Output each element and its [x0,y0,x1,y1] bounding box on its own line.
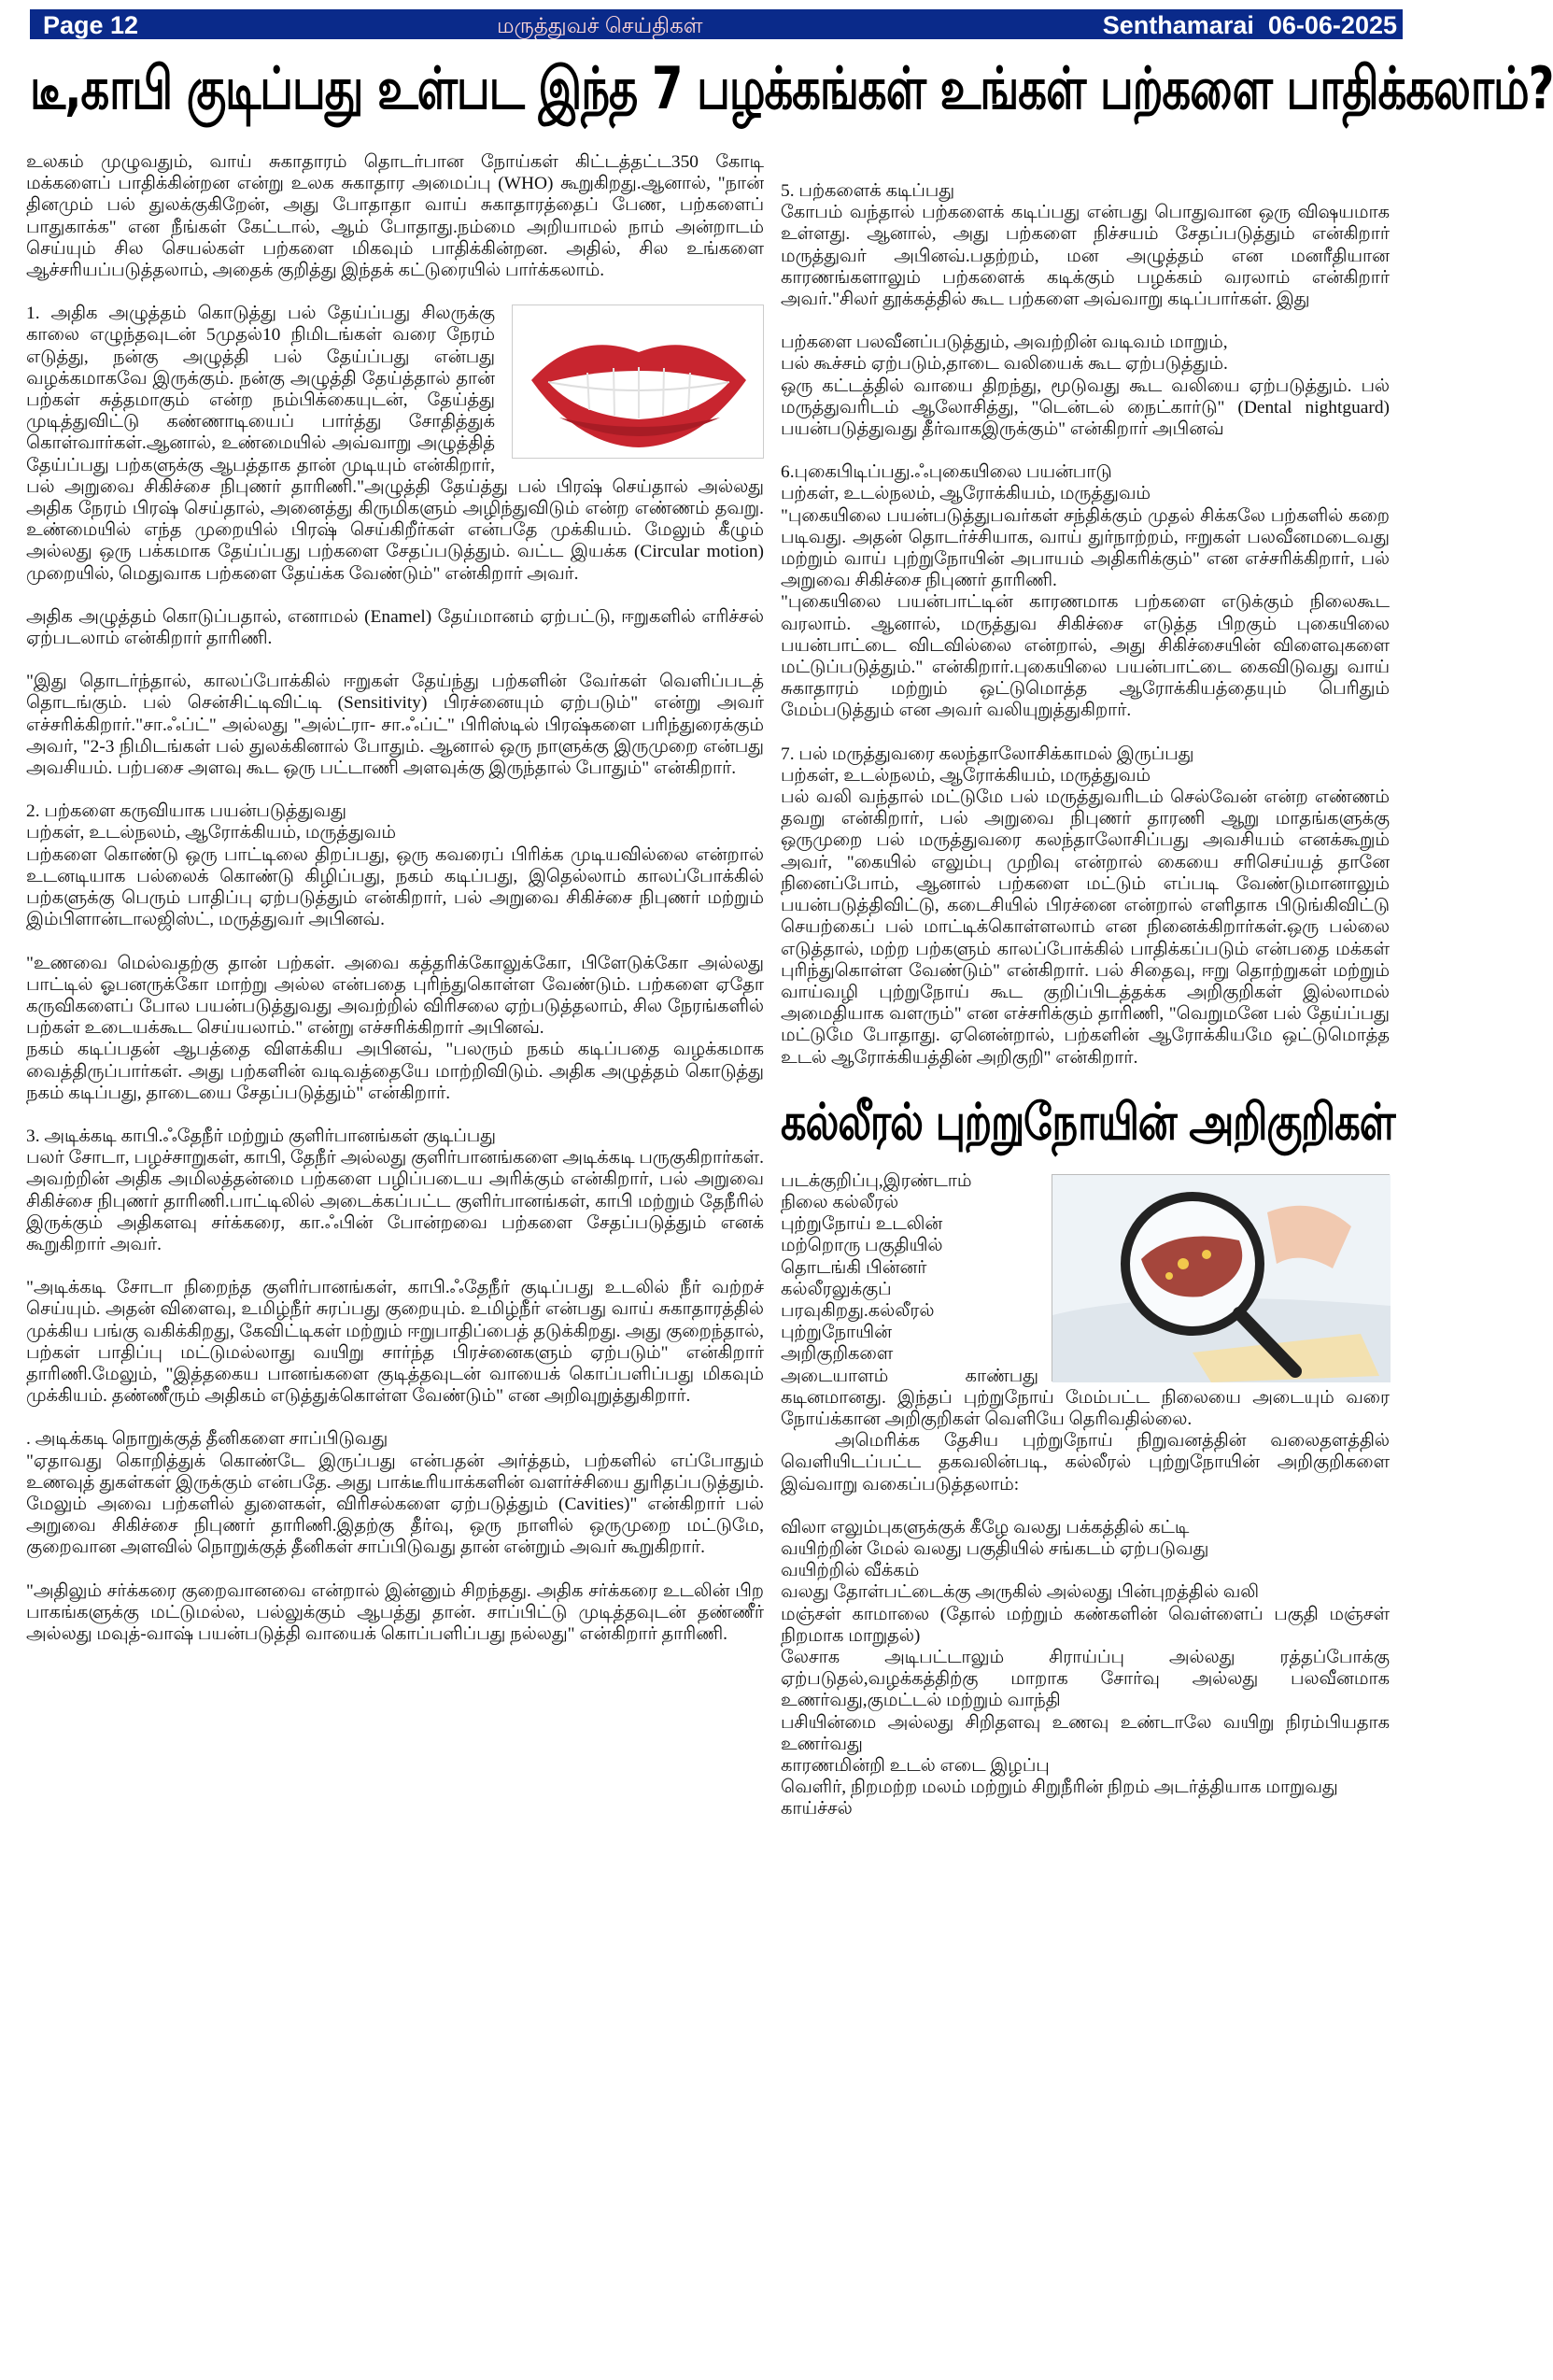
smile-teeth-image [512,305,764,459]
paragraph: 6.புகைபிடிப்பது.ஃபுகையிலை பயன்பாடு பற்கள், உடல்நலம், ஆரோக்கியம், மருத்துவம் "புகையிலை பயன்படுத்துபவர்கள் சந்திக்கும் முதல் சிக்கலே பற்களில் கறை படிவது. அதன் தொடர்ச்சியாக, வாய் துர்நாற்றம், ஈறுகள் பலவீனமடைவது மற்றும் வாய் புற்றுநோயின் அபாயம் அதிகரிக்கும்" என எச்சரிக்கிறார், பல் அறுவை சிகிச்சை நிபுணர் தாரிணி. "புகையிலை பயன்பாட்டின் காரணமாக பற்களை எடுக்கும் நிலைகூட வரலாம். ஆனால், மருத்துவ சிகிச்சை எடுத்த பிறகும் புகையிலை பயன்பாட்டை விடவில்லை என்றால், அது சிகிச்சையின் விளைவுகளை மட்டுப்படுத்தும்." என்கிறார்.புகையிலை பயன்பாட்டை கைவிடுவது வாய் சுகாதாரம் மற்றும் ஒட்டுமொத்த ஆரோக்கியத்தையும் பெரிதும் மேம்படுத்தும் என அவர் வலியுறுத்துகிறார். [781,462,1390,721]
paragraph: 2. பற்களை கருவியாக பயன்படுத்துவது பற்கள், உடல்நலம், ஆரோக்கியம், மருத்துவம் பற்களை கொண்டு ஒரு பாட்டிலை திறப்பது, ஒரு கவரைப் பிரிக்க முடியவில்லை என்றால் உடனடியாக பல்லைக் கொண்டு கிழிப்பது, நகம் கடிப்பது, இதெல்லாம் காலப்போக்கில் பற்களுக்கு பெரும் பாதிப்பு ஏற்படுத்தும் என்கிறார், பல் அறுவை சிகிச்சை நிபுணர் மற்றும் இம்பிளான்டாலஜிஸ்ட், மருத்துவர் அபினவ். [26,801,764,930]
page-number: Page 12 [43,11,139,39]
left-column [26,151,764,1666]
publication-date [1103,11,1397,40]
liver-magnifier-image [1052,1174,1390,1381]
paragraph: . அடிக்கடி நொறுக்குத் தீனிகளை சாப்பிடுவது "ஏதாவது கொறித்துக் கொண்டே இருப்பது என்பதன் அர்த்தம், பற்களில் எப்போதும் உணவுத் துகள்கள் இருக்கும் என்பதே. அது பாக்டீரியாக்களின் வளர்ச்சியை துரிதப்படுத்தும். மேலும் அவை பற்களில் துளைகள், விரிசல்களை ஏற்படுத்தும் (Cavities)" என்கிறார் பல் அறுவை சிகிச்சை நிபுணர் தாரிணி.இதற்கு தீர்வு, ஒரு நாளில் ஒருமுறை மட்டுமே, குறைவான அளவில் நொறுக்குத் தீனிகள் சாப்பிடுவது தான் என்றும் அவர் கூறுகிறார். [26,1429,764,1558]
paragraph: "இது தொடர்ந்தால், காலப்போக்கில் ஈறுகள் தேய்ந்து பற்களின் வேர்கள் வெளிப்படத் தொடங்கும். பல் சென்சிட்டிவிட்டி (Sensitivity) பிரச்னையும் ஏற்படும்" என்று அவர் எச்சரிக்கிறார்."சா.ஃப்ட்" அல்லது "அல்ட்ரா- சா.ஃப்ட்" பிரிஸ்டில் பிரஷ்களை பரிந்துரைக்கும் அவர், "2-3 நிமிடங்கள் பல் துலக்கினால் போதும். ஆனால் ஒரு நாளுக்கு இருமுறை என்பது அவசியம். பற்பசை அளவு கூட ஒரு பட்டாணி அளவுக்கு இருந்தால் போதும்" என்கிறார். [26,672,764,779]
caption-line: மற்றொரு பகுதியில் [781,1236,943,1256]
list-item: வலது தோள்பட்டைக்கு அருகில் அல்லது பின்புறத்தில் வலி [781,1582,1259,1603]
caption-line: புற்றுநோய் உடலின் [781,1214,943,1235]
caption-line: அறிகுறிகளை [781,1344,894,1365]
list-item: விலா எலும்புகளுக்குக் கீழே வலது பக்கத்தில் கட்டி [781,1517,1190,1537]
list-item: காரணமின்றி உடல் எடை இழப்பு [781,1756,1050,1776]
paragraph: பற்களை பலவீனப்படுத்தும், அவற்றின் வடிவம் மாறும், பல் கூச்சம் ஏற்படும்,தாடை வலியைக் கூட ஏற்படுத்தும். ஒரு கட்டத்தில் வாயை திறந்து, மூடுவது கூட வலியை ஏற்படுத்தும். பல் மருத்துவரிடம் ஆலோசித்து, "டென்டல் நைட்கார்டு" (Dental nightguard) பயன்படுத்துவது தீர்வாகஇருக்கும்" என்கிறார் அபினவ் [781,333,1390,440]
list-item: பசியின்மை அல்லது சிறிதளவு உணவு உண்டாலே வயிறு நிரம்பியதாக உணர்வது [781,1712,1390,1754]
issue-date: 06-06-2025 [1267,11,1397,39]
paragraph: அதிக அழுத்தம் கொடுப்பதால், எனாமல் (Enamel) தேய்மானம் ஏற்பட்டு, ஈறுகளில் எரிச்சல் ஏற்படலாம் என்கிறார் தாரிணி. [26,606,764,649]
paragraph: 3. அடிக்கடி காபி.ஃதேநீர் மற்றும் குளிர்பானங்கள் குடிப்பது பலர் சோடா, பழச்சாறுகள், காபி, தேநீர் அல்லது குளிர்பானங்களை அடிக்கடி பருகுகிறார்கள். அவற்றின் அதிக அமிலத்தன்மை பற்களை பழிப்படைய அரிக்கும் என்கிறார், பல் அறுவை சிகிச்சை நிபுணர் தாரிணி.பாட்டிலில் அடைக்கப்பட்ட குளிர்பானங்கள், காபி மற்றும் தேநீரில் இருக்கும் அதிகளவு சர்க்கரை, கா.ஃபின் போன்றவை பற்களை சேதப்படுத்தும் எனக் கூறுகிறார் அவர். [26,1126,764,1254]
caption-line: நிலை கல்லீரல் [781,1192,899,1212]
caption-line: புற்றுநோயின் [781,1323,892,1343]
list-item: மஞ்சள் காமாலை (தோல் மற்றும் கண்களின் வெள்ளைப் பகுதி மஞ்சள் நிறமாக மாறுதல்) [781,1604,1390,1646]
caption-line: பரவுகிறது.கல்லீரல் [781,1300,935,1321]
caption-line: தொடங்கி பின்னர் [781,1257,927,1278]
paragraph: 5. பற்களைக் கடிப்பது கோபம் வந்தால் பற்களைக் கடிப்பது என்பது பொதுவான ஒரு விஷயமாக உள்ளது. ஆனால், அது பற்களை நிச்சயம் சேதப்படுத்தும் என்கிறார் மருத்துவர் அபினவ்.பதற்றம், மன அழுத்தம் என மனரீதியான காரணங்களாலும் பற்களைக் கடிக்கும் பழக்கம் வரலாம் என்கிறார் அவர்."சிலர் தூக்கத்தில் கூட பற்களை அவ்வாறு கடிப்பார்கள். இது [781,181,1390,310]
paragraph: 7. பல் மருத்துவரை கலந்தாலோசிக்காமல் இருப்பது பற்கள், உடல்நலம், ஆரோக்கியம், மருத்துவம் பல் வலி வந்தால் மட்டுமே பல் மருத்துவரிடம் செல்வேன் என்ற எண்ணம் தவறு என்கிறார், பல் அறுவை நிபுணர் தாரணி ஆறு மாதங்களுக்கு ஒருமுறை பல் மருத்துவரை கலந்தாலோசிப்பது அவசியம் எனக்கூறும் அவர், "கையில் எலும்பு முறிவு என்றால் கையை சரிசெய்யத் தானே நினைப்போம், ஆனால் பற்களை மட்டும் எப்படி வேண்டுமானாலும் பயன்படுத்திவிட்டு, கடைசியில் பிரச்னை என்றால் எளிதாக பிடுங்கிவிட்டு செயற்கைப் பல் மாட்டிக்கொள்ளலாம் என நினைக்கிறார்கள்.ஒரு பல்லை எடுத்தால், மற்ற பற்களும் காலப்போக்கில் பாதிக்கப்படும் என்பதை மக்கள் புரிந்துகொள்ள வேண்டும்" என்கிறார். பல் சிதைவு, ஈறு தொற்றுகள் மற்றும் வாய்வழி புற்றுநோய் கூட குறிப்பிடத்தக்க அறிகுறிகள் இல்லாமல் அமைதியாக வளரும்" என எச்சரிக்கும் தாரிணி, "வெறுமனே பல் தேய்ப்பது மட்டுமே போதாது. ஏனென்றால், பற்களின் ஆரோக்கியமே ஒட்டுமொத்த உடல் ஆரோக்கியத்தின் அறிகுறி" என்கிறார். [781,744,1390,1068]
right-column [781,180,1395,1820]
publication-name: Senthamarai [1102,11,1254,39]
list-item: வயிற்றின் மேல் வலது பகுதியில் சங்கடம் ஏற்படுவது [781,1538,1209,1559]
article-headline: டீ,காபி குடிப்பது உள்பட இந்த 7 பழக்கங்கள் உங்கள் பற்களை பாதிக்கலாம்? [30,54,1553,123]
paragraph: "அடிக்கடி சோடா நிறைந்த குளிர்பானங்கள், காபி.ஃதேநீர் குடிப்பது உடலில் நீர் வற்றச் செய்யும். அதன் விளைவு, உமிழ்நீர் சுரப்பது குறையும். உமிழ்நீர் என்பது வாய் சுகாதாரத்தில் முக்கிய பங்கு வகிக்கிறது, கேவிட்டிகள் மற்றும் ஈறுபாதிப்பைத் தடுக்கிறது. அது குறைந்தால், பற்கள் பாதிப்பு மட்டுமல்லாது வயிறு சார்ந்த பிரச்னைகளும் ஏற்படும்" என்கிறார் தாரிணி.மேலும், "இத்தகைய பானங்களை குடித்தவுடன் வாயைக் கொப்பளிப்பது மிகவும் முக்கியம். தண்ணீரும் அதிகம் எடுத்துக்கொள்ள வேண்டும்" என அறிவுறுத்துகிறார். [26,1278,764,1407]
list-item: வெளிர், நிறமற்ற மலம் மற்றும் சிறுநீரின் நிறம் அடர்த்தியாக மாறுவது [781,1778,1338,1798]
paragraph: அடையாளம் காண்பது கடினமானது. இந்தப் புற்றுநோய் மேம்பட்ட நிலையை அடையும் வரை நோய்க்கான அறிகுறிகள் வெளியே தெரிவதில்லை. [781,1366,1390,1429]
list-item: வயிற்றில் வீக்கம் [781,1561,920,1581]
paragraph: "அதிலும் சர்க்கரை குறைவானவை என்றால் இன்னும் சிறந்தது. அதிக சர்க்கரை உடலின் பிற பாகங்களுக்கு மட்டுமல்ல, பல்லுக்கும் ஆபத்து தான். சாப்பிட்டு முடித்தவுடன் தண்ணீர் அல்லது மவுத்-வாஷ் பயன்படுத்தி வாயைக் கொப்பளிப்பது நல்லது" என்கிறார் தாரிணி. [26,1580,764,1644]
paragraph: 1. அதிக அழுத்தம் கொடுத்து பல் தேய்ப்பது சிலருக்கு காலை எழுந்தவுடன் 5முதல்10 நிமிடங்கள் வரை நேரம் எடுத்து, நன்கு அழுத்தி பல் தேய்ப்பது என்பது வழக்கமாகவே இருக்கும். நன்கு அழுத்தி தேய்த்தால் தான் பற்கள் சுத்தமாகும் என்ற நம்பிக்கையுடன், தேய்த்து முடித்துவிட்டு கண்ணாடியைப் பார்த்து சோதித்துக் கொள்வார்கள்.ஆனால், உண்மையில் அவ்வாறு அழுத்தித் தேய்ப்பது பற்களுக்கு ஆபத்தாக தான் முடியும் என்கிறார், பல் அறுவை சிகிச்சை நிபுணர் தாரிணி."அழுத்தி தேய்த்து பல் பிரஷ் செய்தால் அல்லது அதிக நேரம் பிரஷ் செய்தால், அனைத்து கிருமிகளும் அழிந்துவிடும் என்ற எண்ணம் தவறு. உண்மையில் எந்த முறையில் பிரஷ் செய்கிறீர்கள் என்பதே முக்கியம். மேலும் கீழும் அல்லது ஒரு பக்கமாக தேய்ப்பது பற்களை சேதப்படுத்தும். வட்ட இயக்க (Circular motion) முறையில், மெதுவாக பற்களை தேய்க்க வேண்டும்" என்கிறார் அவர். [26,304,764,584]
caption-line: படக்குறிப்பு,இரண்டாம் [781,1170,972,1191]
paragraph: உலகம் முழுவதும், வாய் சுகாதாரம் தொடர்பான நோய்கள் கிட்டத்தட்ட350 கோடி மக்களைப் பாதிக்கின்றன என்று உலக சுகாதார அமைப்பு (WHO) கூறுகிறது.ஆனால், "நான் தினமும் பல் துலக்குகிறேன், அது போதாதா வாய் சுகாதாரத்தைப் பேண, பற்களைப் பாதுகாக்க" என நீங்கள் கேட்டால், ஆம் போதாது.நம்மை அறியாமல் நாம் அன்றாடம் செய்யும் சில செயல்கள் பற்களை மிகவும் பாதிக்கின்றன. அதில், சில உங்களை ஆச்சரியப்படுத்தலாம், அதைக் குறித்து இந்தக் கட்டுரையில் பார்க்கலாம். [26,152,764,281]
page-header-bar [30,9,1403,39]
sub-headline: கல்லீரல் புற்றுநோயின் அறிகுறிகள் [781,1093,1395,1152]
section-title: மருத்துவச் செய்திகள் [497,13,703,37]
list-item: காய்ச்சல் [781,1799,853,1820]
list-item: லேசாக அடிபட்டாலும் சிராய்ப்பு அல்லது ரத்தப்போக்கு ஏற்படுதல்,வழக்கத்திற்கு மாறாக சோர்வு அல்லது பலவீனமாக உணர்வது,குமட்டல் மற்றும் வாந்தி [781,1647,1390,1711]
symptom-list [781,1517,1390,1820]
caption-line: கல்லீரலுக்குப் [781,1279,892,1299]
paragraph: "உணவை மெல்வதற்கு தான் பற்கள். அவை கத்தரிக்கோலுக்கோ, பிளேடுக்கோ அல்லது பாட்டில் ஓபனருக்கோ மாற்று அல்ல என்பதை புரிந்துகொள்ள வேண்டும். பற்களை ஏதோ கருவிகளைப் போல பயன்படுத்துவது அவற்றில் விரிசலை ஏற்படுத்தலாம், சில நேரங்களில் பற்கள் உடையக்கூட செய்யலாம்." என்று எச்சரிக்கிறார் அபினவ். நகம் கடிப்பதன் ஆபத்தை விளக்கிய அபினவ், "பலரும் நகம் கடிப்பதை வழக்கமாக வைத்திருப்பார்கள். அது பற்களின் வடிவத்தையே மாற்றிவிடும். அதிக அழுத்தம் கொடுத்து நகம் கடிப்பது, தாடையை சேதப்படுத்தும்" என்கிறார். [26,953,764,1103]
paragraph: அமெரிக்க தேசிய புற்றுநோய் நிறுவனத்தின் வலைதளத்தில் வெளியிடப்பட்ட தகவலின்படி, கல்லீரல் புற்றுநோயின் அறிகுறிகளை இவ்வாறு வகைப்படுத்தலாம்: [781,1431,1390,1495]
